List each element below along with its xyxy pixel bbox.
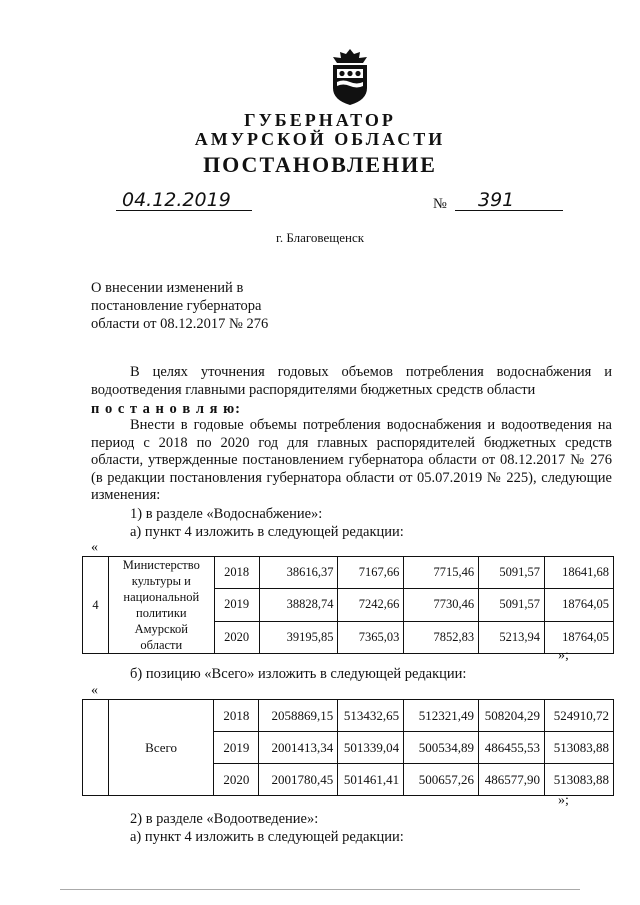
year-cell: 2019 [214, 589, 259, 621]
year-cell: 2020 [214, 621, 259, 653]
value-cell: 513083,88 [545, 764, 614, 796]
preamble-paragraph: В целях уточнения годовых объемов потребления водоснабжения и водоотведения главными распорядителями бюджетных средств области [91, 364, 612, 398]
year-cell: 2020 [214, 764, 259, 796]
value-cell: 7242,66 [338, 589, 404, 621]
water-supply-table-total [82, 699, 614, 796]
value-cell: 38828,74 [259, 589, 338, 621]
quote-open-2: « [91, 683, 98, 698]
value-cell: 524910,72 [545, 700, 614, 732]
year-cell: 2018 [214, 557, 259, 589]
row-number: 4 [83, 557, 109, 654]
water-supply-table-item-4 [82, 556, 614, 654]
value-cell: 7852,83 [404, 621, 479, 653]
item-1a: а) пункт 4 изложить в следующей редакции: [130, 524, 404, 540]
value-cell: 2001780,45 [259, 764, 338, 796]
subject-line-3: области от 08.12.2017 № 276 [91, 316, 269, 332]
value-cell: 38616,37 [259, 557, 338, 589]
quote-close-2: »; [558, 793, 569, 808]
organization-name: Министерство культуры и национальной политики Амурской области [108, 557, 214, 654]
value-cell: 508204,29 [479, 700, 545, 732]
document-number: 391 [478, 189, 515, 211]
value-cell: 486455,53 [479, 732, 545, 764]
coat-of-arms-emblem [327, 48, 373, 106]
subject-line-2: постановление губернатора [91, 298, 262, 314]
region-title: АМУРСКОЙ ОБЛАСТИ [194, 129, 446, 149]
value-cell: 500657,26 [404, 764, 479, 796]
value-cell: 7715,46 [404, 557, 479, 589]
value-cell: 39195,85 [259, 621, 338, 653]
value-cell: 18764,05 [545, 589, 614, 621]
city-name: г. Благовещенск [275, 230, 365, 245]
number-label: № [433, 196, 447, 212]
value-cell: 512321,49 [404, 700, 479, 732]
value-cell: 18641,68 [545, 557, 614, 589]
page-bottom-divider [60, 889, 580, 890]
value-cell: 501461,41 [338, 764, 404, 796]
value-cell: 7167,66 [338, 557, 404, 589]
subject-line-1: О внесении изменений в [91, 280, 244, 296]
quote-open-1: « [91, 540, 98, 555]
value-cell: 5213,94 [479, 621, 545, 653]
value-cell: 5091,57 [479, 557, 545, 589]
year-cell: 2018 [214, 700, 259, 732]
value-cell: 2001413,34 [259, 732, 338, 764]
governor-title: ГУБЕРНАТОР [244, 110, 396, 130]
value-cell: 486577,90 [479, 764, 545, 796]
value-cell: 7730,46 [404, 589, 479, 621]
item-2a: а) пункт 4 изложить в следующей редакции: [130, 829, 404, 845]
value-cell: 501339,04 [338, 732, 404, 764]
document-type-title: ПОСТАНОВЛЕНИЕ [203, 152, 437, 177]
value-cell: 7365,03 [338, 621, 404, 653]
item-1b: б) позицию «Всего» изложить в следующей редакции: [130, 666, 467, 682]
value-cell: 513432,65 [338, 700, 404, 732]
decree-word: п о с т а н о в л я ю: [91, 401, 241, 417]
value-cell: 5091,57 [479, 589, 545, 621]
item-1: 1) в разделе «Водоснабжение»: [130, 506, 323, 522]
value-cell: 2058869,15 [259, 700, 338, 732]
document-date: 04.12.2019 [122, 189, 231, 211]
quote-close-1: »; [558, 648, 569, 663]
value-cell: 18764,05 [545, 621, 614, 653]
main-paragraph: Внести в годовые объемы потребления водоснабжения и водоотведения на период с 2018 по 2020 год для главных распорядителей бюджетных средств области, утвержденные постановлением губернатора области от 08.12.2017 № 276 (в редакции постановления губернатора области от 05.07.2019 № 225), следующие изменения: [91, 417, 612, 503]
value-cell: 500534,89 [404, 732, 479, 764]
item-2: 2) в разделе «Водоотведение»: [130, 811, 319, 827]
year-cell: 2019 [214, 732, 259, 764]
total-label: Всего [108, 700, 214, 796]
value-cell: 513083,88 [545, 732, 614, 764]
